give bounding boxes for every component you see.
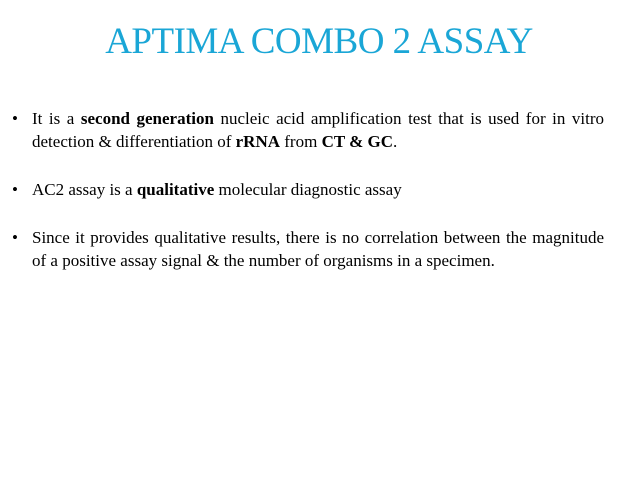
bullet-1-bold-3: CT & GC	[321, 132, 394, 151]
bullet-1-text-2: nucleic acid amplification test that is used for in vitro detection & differentiation of	[32, 109, 604, 151]
bullet-3-text-1: Since it provides qualitative results, there is no correlation between the magnitude of a positive assay signal & the number of organisms in a specimen.	[32, 228, 604, 270]
bullet-2-bold-1: qualitative	[136, 180, 215, 199]
bullet-item-3	[12, 226, 604, 272]
bullet-item-1	[12, 107, 604, 153]
slide-title: APTIMA COMBO 2 ASSAY	[105, 21, 533, 62]
bullet-1-bold-2: rRNA	[235, 132, 281, 151]
bullet-1-bold-1: second generation	[80, 109, 214, 128]
bullet-list	[12, 107, 604, 297]
bullet-1-text-1: It is a	[32, 109, 81, 128]
bullet-1-text-4: .	[393, 132, 398, 151]
bullet-1-text-3: from	[280, 132, 322, 151]
bullet-2-text-1: AC2 assay is a	[32, 180, 137, 199]
bullet-2-text-2: molecular diagnostic assay	[214, 180, 402, 199]
bullet-item-2	[12, 178, 604, 201]
